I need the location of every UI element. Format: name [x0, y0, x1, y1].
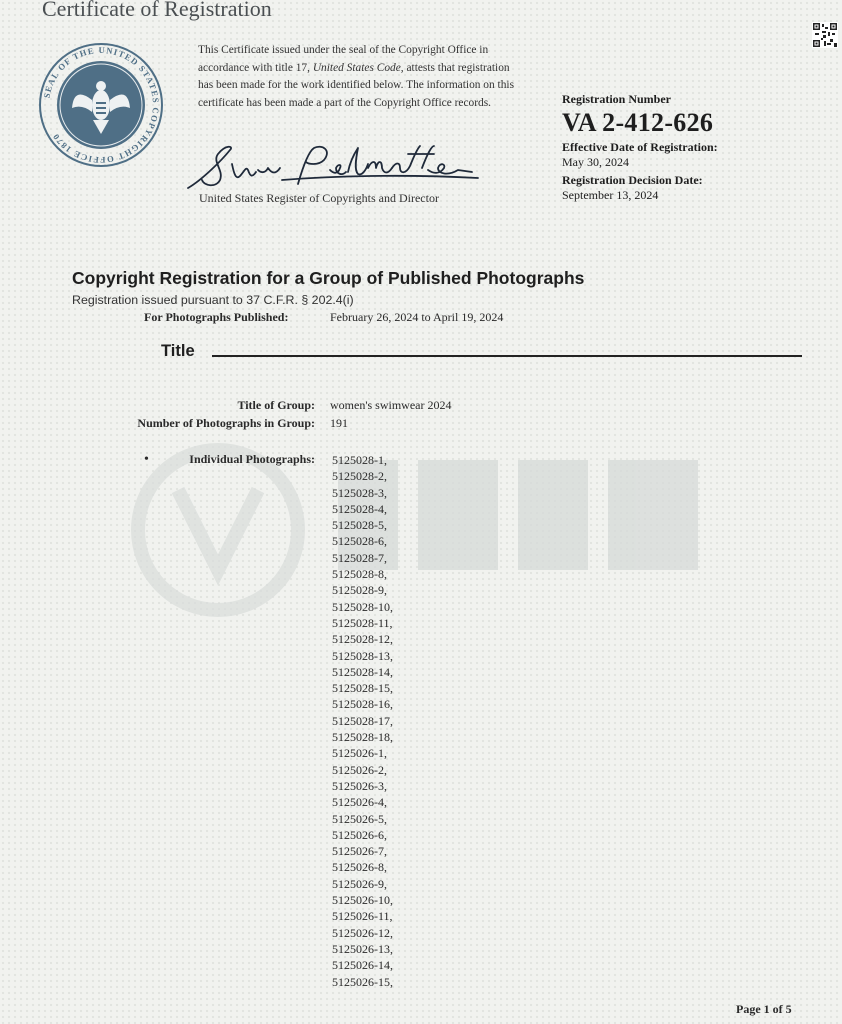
- certificate-intro-text: This Certificate issued under the seal of the Copyright Office in accordance with title 17, United States Code, attests that registration has been made for the work identified below. The information on this certificate has been made a part of the Copyright Office records.: [198, 44, 515, 109]
- photo-list-item: 5125028-3,: [332, 485, 387, 500]
- photo-list-item: 5125026-12,: [332, 925, 393, 940]
- photo-count-label: Number of Photographs in Group:: [137, 416, 315, 430]
- registration-basis: Registration issued pursuant to 37 C.F.R. § 202.4(i): [72, 293, 354, 307]
- photo-list-item: 5125028-12,: [332, 632, 393, 647]
- signature-caption: United States Register of Copyrights and Director: [199, 191, 439, 205]
- page-number: Page 1 of 5: [736, 1002, 792, 1016]
- seal-text: SEAL OF THE UNITED STATES COPYRIGHT OFFICE 1870: [41, 44, 162, 166]
- photo-list-item: 5125026-3,: [332, 778, 387, 793]
- published-label: For Photographs Published:: [144, 310, 289, 324]
- photo-list-item: 5125026-2,: [332, 762, 387, 777]
- photo-list-item: 5125026-7,: [332, 844, 387, 859]
- individual-photographs-label: Individual Photographs:: [189, 452, 315, 466]
- individual-photographs-list: [332, 452, 393, 990]
- photo-list-item: 5125028-13,: [332, 648, 393, 663]
- title-section-heading: Title: [161, 342, 195, 360]
- bullet-icon: •: [144, 452, 149, 467]
- photo-list-item: 5125026-1,: [332, 746, 387, 761]
- decision-date-label: Registration Decision Date:: [562, 173, 703, 187]
- group-title-value: women's swimwear 2024: [330, 398, 452, 412]
- photo-list-item: 5125026-10,: [332, 893, 393, 908]
- photo-list-item: 5125028-15,: [332, 681, 393, 696]
- effective-date-label: Effective Date of Registration:: [562, 140, 718, 154]
- photo-list-item: 5125026-5,: [332, 811, 387, 826]
- photo-list-item: 5125028-18,: [332, 730, 393, 745]
- photo-list-item: 5125028-1,: [332, 453, 387, 467]
- photo-list-item: 5125026-6,: [332, 827, 387, 842]
- photo-list-item: 5125028-5,: [332, 518, 387, 533]
- photo-list-item: 5125026-9,: [332, 876, 387, 891]
- photo-list-item: 5125028-17,: [332, 713, 393, 728]
- photo-count-value: 191: [330, 416, 348, 430]
- photo-list-item: 5125026-15,: [332, 974, 393, 989]
- photo-list-item: 5125028-14,: [332, 664, 393, 679]
- photo-list-item: 5125028-10,: [332, 599, 393, 614]
- photo-list-item: 5125028-4,: [332, 501, 387, 516]
- signature-image: [182, 140, 482, 196]
- photo-list-item: 5125026-11,: [332, 909, 393, 924]
- photo-list-item: 5125026-4,: [332, 795, 387, 810]
- photo-list-item: 5125028-8,: [332, 567, 387, 582]
- registration-number-label: Registration Number: [562, 92, 671, 106]
- published-value: February 26, 2024 to April 19, 2024: [330, 310, 504, 324]
- photo-list-item: 5125026-8,: [332, 860, 387, 875]
- effective-date-value: May 30, 2024: [562, 155, 629, 169]
- registration-block: [562, 92, 718, 203]
- photo-list-item: 5125026-13,: [332, 941, 393, 956]
- photo-list-item: 5125028-16,: [332, 697, 393, 712]
- photo-list-item: 5125028-2,: [332, 469, 387, 484]
- registration-number: VA 2-412-626: [562, 108, 714, 137]
- copyright-office-seal-icon: [38, 42, 164, 168]
- certificate-title: Certificate of Registration: [42, 0, 272, 21]
- qr-code-icon: [812, 22, 838, 48]
- photo-list-item: 5125028-9,: [332, 583, 387, 598]
- photo-list-item: 5125028-7,: [332, 550, 387, 565]
- photo-list-item: 5125028-6,: [332, 534, 387, 549]
- title-divider: [212, 355, 802, 357]
- document-heading: Copyright Registration for a Group of Published Photographs: [72, 268, 585, 288]
- decision-date-value: September 13, 2024: [562, 188, 659, 202]
- photo-list-item: 5125028-11,: [332, 615, 393, 630]
- group-title-label: Title of Group:: [237, 398, 315, 412]
- photo-list-item: 5125026-14,: [332, 958, 393, 973]
